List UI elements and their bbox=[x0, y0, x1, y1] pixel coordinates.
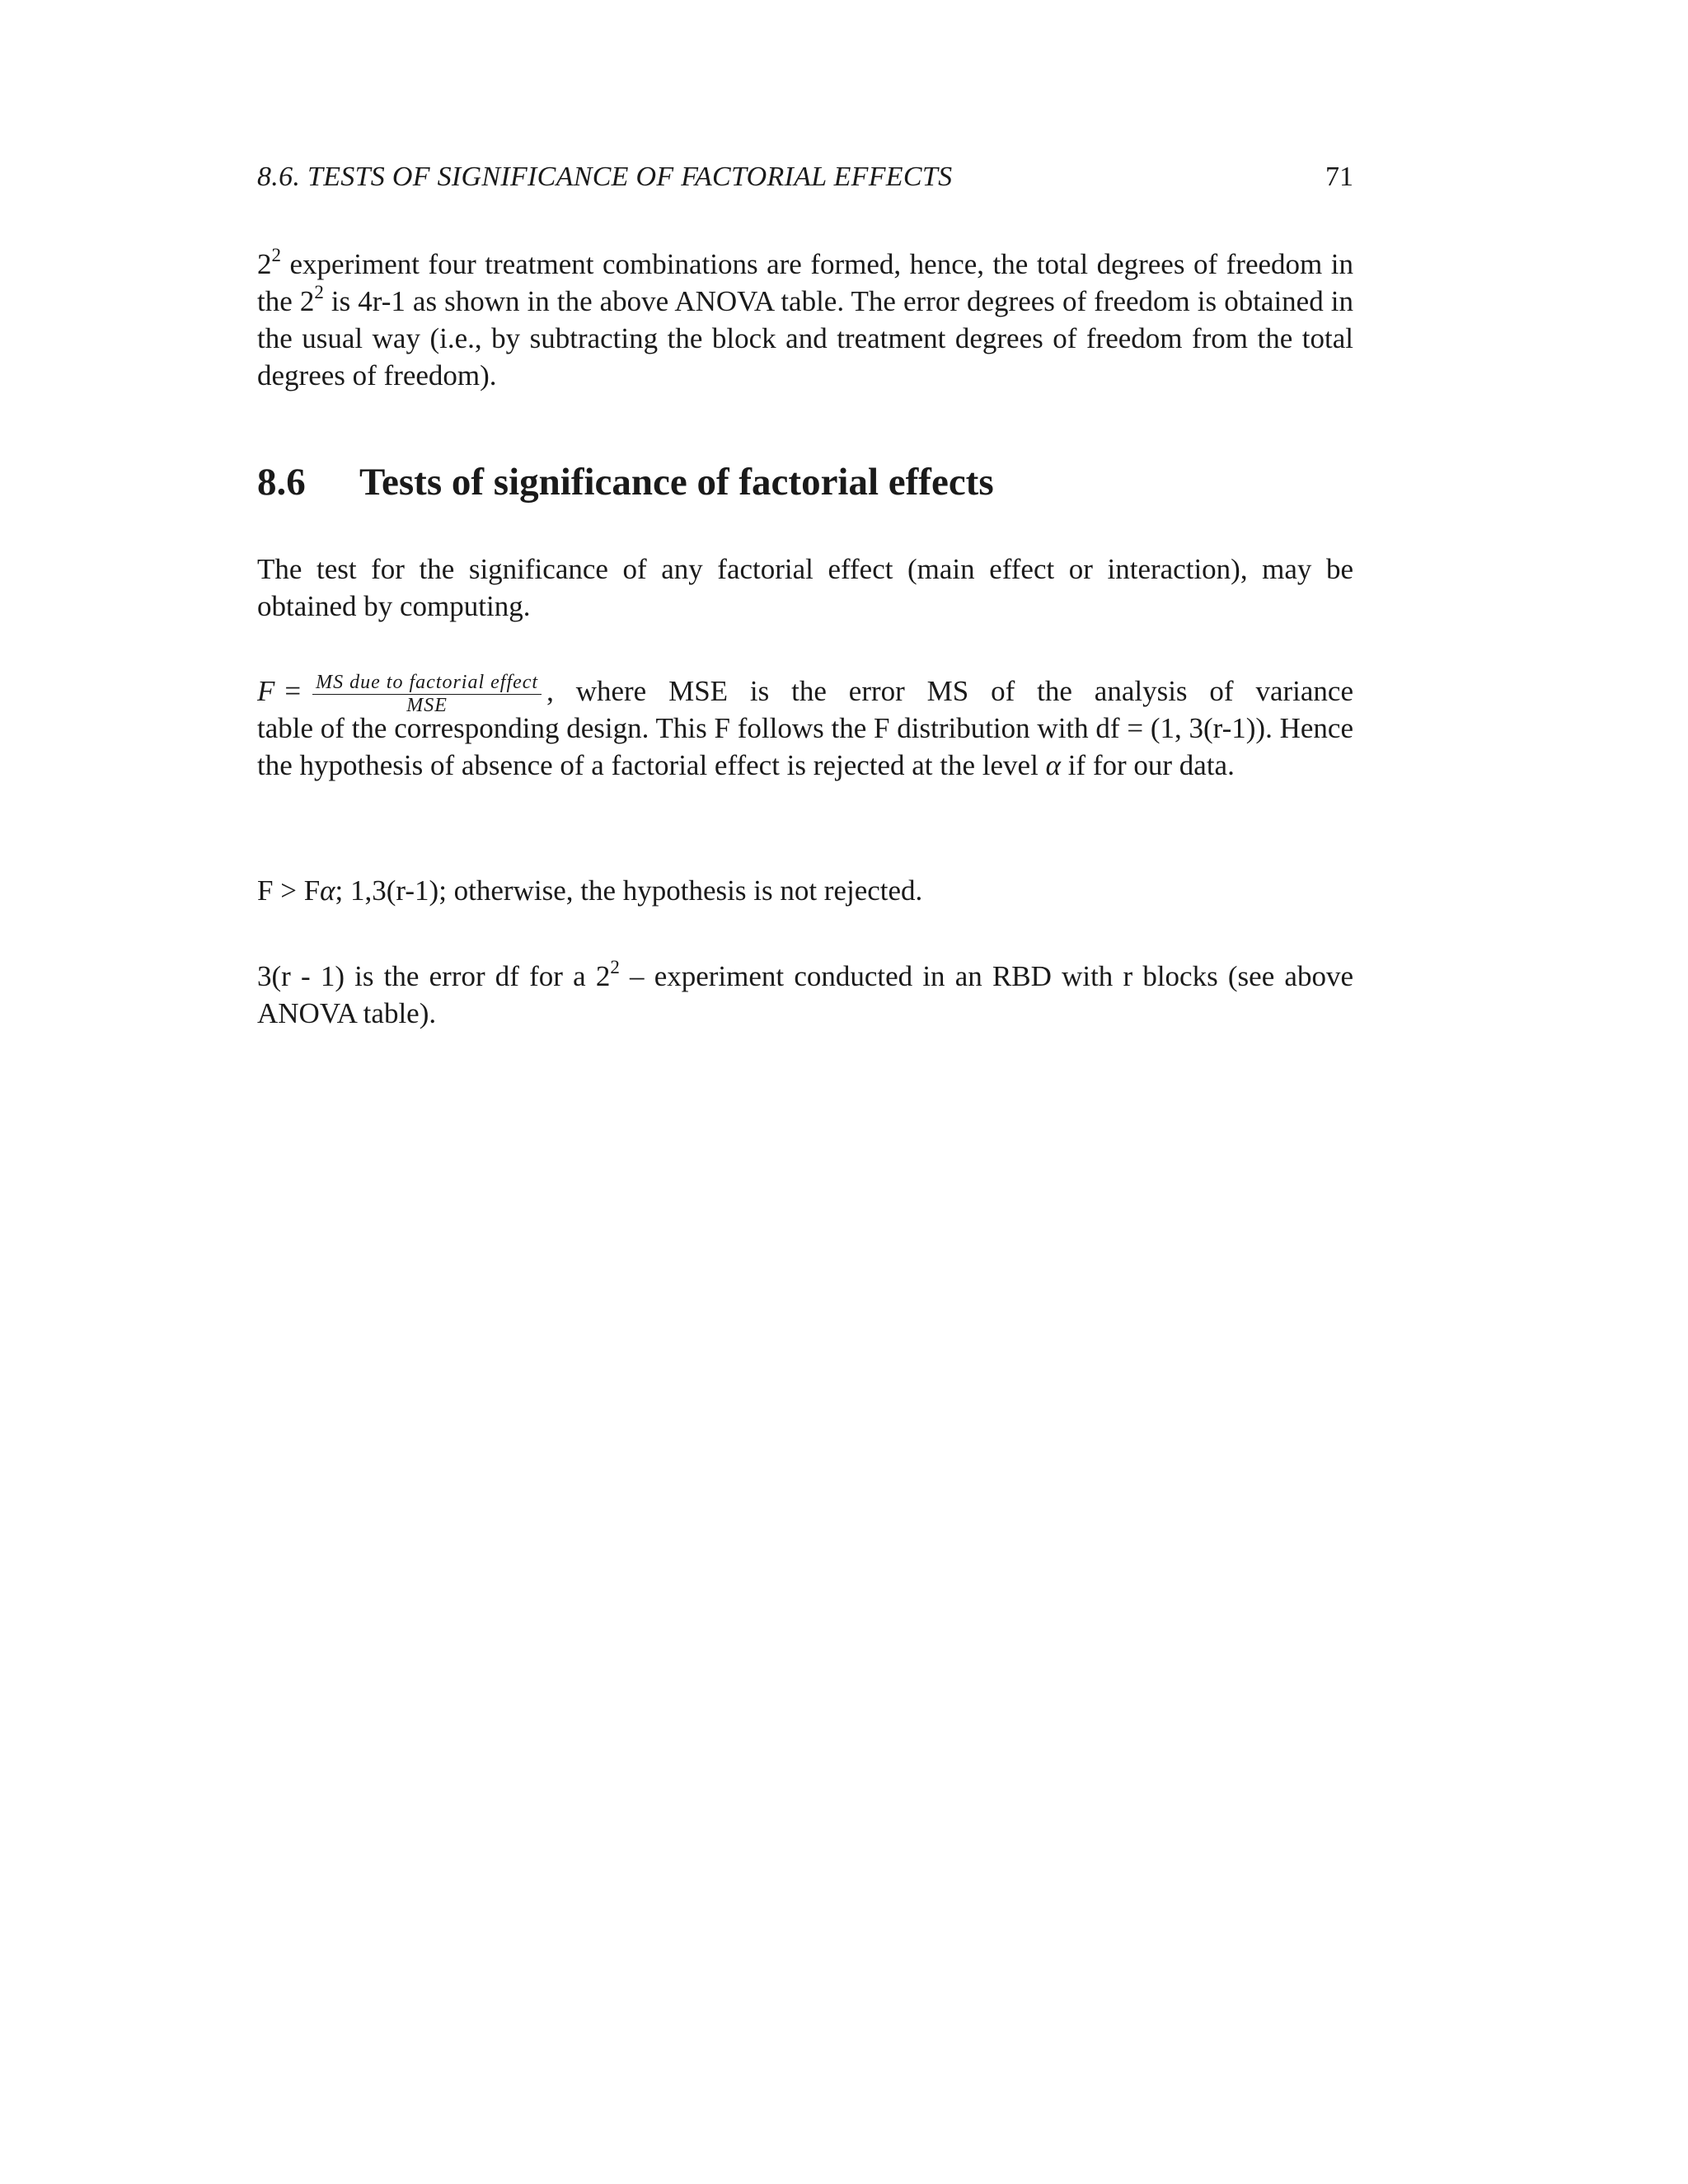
fraction-numerator: MS due to factorial effect bbox=[312, 673, 542, 695]
error-df-text-a: 3(r - 1) is the error df for a bbox=[257, 960, 596, 992]
base-number: 2 bbox=[257, 248, 272, 280]
formula-tail: , where MSE is the error MS of the analysis of variance bbox=[546, 674, 1353, 707]
continuation-text: table of the corresponding design. This F follows the F distribution with df = (1, 3(r-1)). Hence the hypothesis of absence of a factorial effect is rejected at the level bbox=[257, 712, 1353, 781]
exponent: 2 bbox=[271, 245, 281, 266]
running-title: 8.6. TESTS OF SIGNIFICANCE OF FACTORIAL EFFECTS bbox=[257, 162, 953, 192]
test-paragraph: The test for the significance of any factorial effect (main effect or interaction), may be obtained by computing. bbox=[257, 553, 1353, 622]
formula-lhs: F bbox=[257, 674, 275, 707]
exponent: 2 bbox=[314, 282, 324, 303]
intro-text-a: experiment four treatment combinations are formed, hence, the total degrees of freedom in the bbox=[257, 248, 1353, 317]
formula-continuation bbox=[257, 710, 1353, 784]
exponent: 2 bbox=[610, 957, 620, 978]
base-number: 2 bbox=[299, 285, 315, 317]
reject-text-b: ; 1,3(r-1); otherwise, the hypothesis is not rejected. bbox=[335, 874, 923, 907]
page-number: 71 bbox=[1325, 162, 1353, 192]
fraction-denominator: MSE bbox=[406, 695, 448, 716]
section-number: 8.6 bbox=[257, 461, 306, 504]
error-df-paragraph bbox=[257, 958, 1353, 1032]
error-df-text-b: – experiment conducted in an RBD with r blocks (see above ANOVA table). bbox=[257, 960, 1353, 1029]
section-title: Tests of significance of factorial effects bbox=[359, 461, 994, 504]
base-number: 2 bbox=[595, 960, 611, 992]
intro-paragraph bbox=[257, 246, 1353, 394]
f-statistic-formula bbox=[257, 669, 1353, 716]
continuation-end: if for our data. bbox=[1060, 749, 1235, 781]
reject-text-a: F > F bbox=[257, 874, 321, 907]
intro-text-b: is 4r-1 as shown in the above ANOVA table. The error degrees of freedom is obtained in the usual way (i.e., by subtracting the block and treatment degrees of freedom from the total degrees of freedom). bbox=[257, 285, 1353, 391]
alpha-symbol: α bbox=[320, 874, 335, 907]
alpha-symbol: α bbox=[1045, 749, 1061, 781]
formula-equals: = bbox=[284, 674, 302, 707]
reject-paragraph bbox=[257, 872, 1353, 909]
section-heading bbox=[257, 460, 994, 504]
running-header bbox=[257, 162, 1353, 193]
